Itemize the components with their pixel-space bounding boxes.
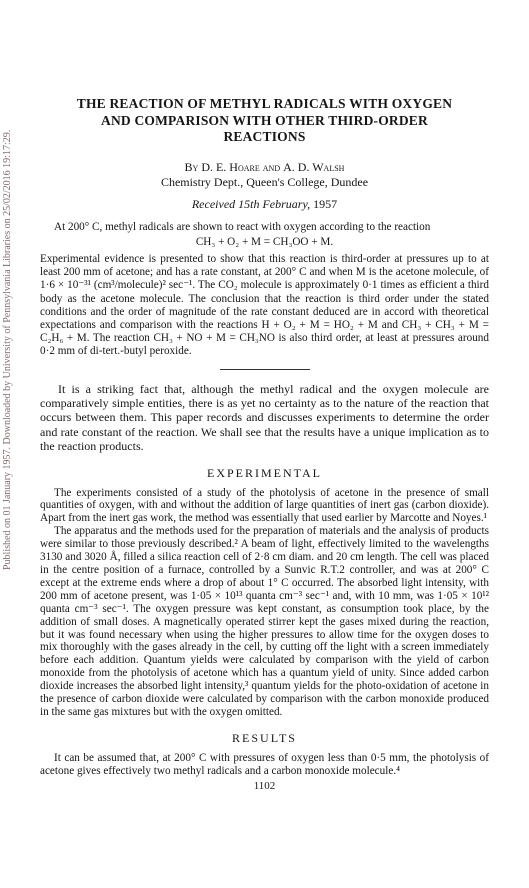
abstract-paragraph-2: Experimental evidence is presented to show that this reaction is third-order at pressures up to at least 200 mm of acetone; and has a rate constant, at 200° C and when M is the acetone molecule, of 1·6 × 10⁻³¹ (cm³/molecule)² sec⁻¹. The CO₂ molecule is approximately 0·1 times as efficient a third body as the acetone molecule. The conclusion that the reaction is third order under the stated conditions and the order of magnitude of the rate constant deduced are in accord with theoretical expectations and comparison with the reactions H + O₂ + M = HO₂ + M and CH₃ + CH₃ + M = C₂H₆ + M. The reaction CH₃ + NO + M = CH₃NO is also third order, at least at pressures around 0·2 mm of di-tert.-butyl peroxide. [40,252,489,358]
experimental-section [40,487,489,719]
received-year: 1957 [313,196,338,211]
results-section [40,752,489,778]
section-divider [220,369,310,370]
results-paragraph-1: It can be assumed that, at 200° C with pressures of oxygen less than 0·5 mm, the photolysis of acetone gives effectively two methyl radicals and a carbon monoxide molecule.⁴ [40,751,489,777]
experimental-paragraph-1: The experiments consisted of a study of the photolysis of acetone in the presence of small quantities of oxygen, with and without the addition of large quantities of inert gas (carbon dioxide). Apart from the inert gas work, the method was essentially that used earlier by Marcotte and Noyes.¹ [40,486,489,525]
title-line-2: AND COMPARISON WITH OTHER THIRD-ORDER [101,112,428,128]
abstract-paragraph-1: At 200° C, methyl radicals are shown to react with oxygen according to the reaction [54,220,431,233]
results-heading: RESULTS [232,730,297,745]
abstract [40,221,489,359]
experimental-heading: EXPERIMENTAL [206,465,323,480]
article-title [40,96,489,146]
author-and: and [262,159,281,174]
introduction-paragraph: It is a striking fact that, although the methyl radical and the oxygen molecule are comparatively simple entities, there is as yet no certainty as to the nature of the reaction that occurs between them. This paper records and discusses experiments to determine the order and rate constant of the reaction. We shall see that the results have a unique implication as to the reaction products. [40,381,489,454]
reaction-equation: CH₃ + O₂ + M = CH₃OO + M. [195,235,334,248]
author-line [40,160,489,175]
received-line [40,197,489,212]
title-line-3: REACTIONS [223,129,306,144]
title-line-1: THE REACTION OF METHYL RADICALS WITH OXYGEN [76,96,453,111]
by-label: By [184,159,199,174]
affiliation: Chemistry Dept., Queen's College, Dundee [160,174,369,189]
experimental-paragraph-2: The apparatus and the methods used for the preparation of materials and the analysis of products were similar to those previously described.² A beam of light, effectively limited to the wavelengths 3130 and 3020 Å, filled a silica reaction cell of 2·8 cm diam. and 20 cm length. The cell was placed in the centre position of a furnace, controlled by a Sunvic R.T.2 controller, and was at 200° C except at the extreme ends where a drop of about 1° C occurred. The absorbed light intensity, with 200 mm of acetone present, was 1·05 × 10¹³ quanta cm⁻³ sec⁻¹ and, with 10 mm, was 1·05 × 10¹² quanta cm⁻³ sec⁻¹. The oxygen pressure was kept constant, as consumption took place, by the addition of small doses. A magnetically operated stirrer kept the gases mixed during the reaction, but it was found necessary when using the higher pressures to allow time for the oxygen doses to mix thoroughly with the gases already in the cell, by cutting off the light with a screen immediately before each addition. Quantum yields were calculated by comparison with the yield of carbon monoxide from the photolysis of acetone which has a quantum yield of unity. Since added carbon dioxide increases the absorbed light intensity,³ quantum yields for the photo-oxidation of acetone in the presence of carbon dioxide were calculated by comparison with the carbon monoxide produced in the same gas mixtures but with the oxygen omitted. [40,525,489,718]
author-1: D. E. Hoare [201,159,260,174]
received-label: Received [191,196,236,211]
received-date: 15th February, [238,196,311,211]
article-page [40,96,489,792]
author-2: A. D. Walsh [283,159,345,174]
download-watermark: Published on 01 January 1957. Downloaded by University of Pennsylvania Libraries on 25/02/2016 19:17:29. [2,129,13,571]
page-number: 1102 [253,779,276,792]
